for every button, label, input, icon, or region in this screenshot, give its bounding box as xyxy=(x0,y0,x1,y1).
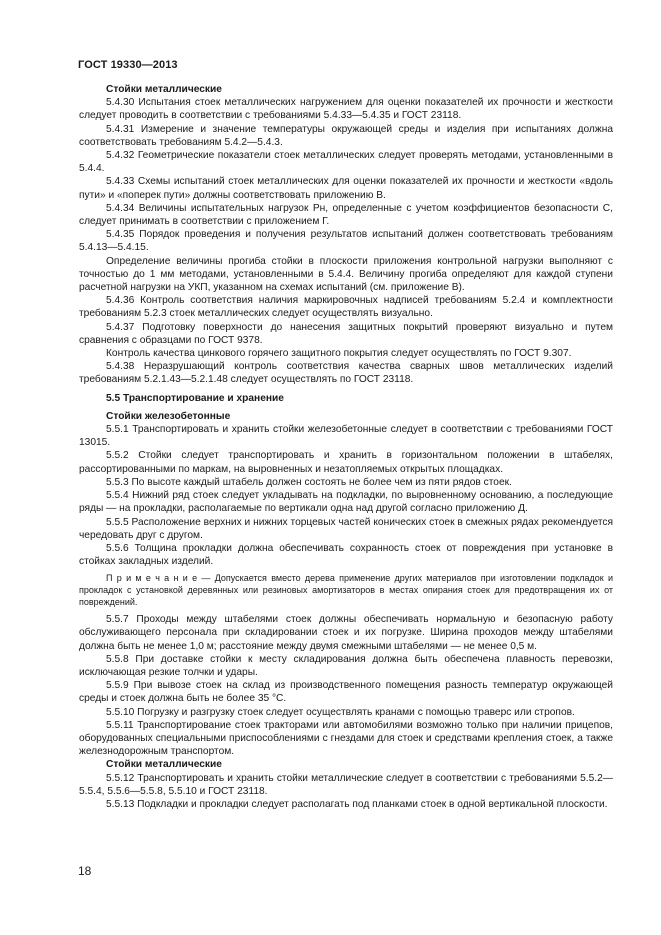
paragraph-deflection: Определение величины прогиба стойки в плоскости приложения контрольной нагрузки выполняют с точностью до 1 мм методами, установленными в 5.4.4. Величину прогиба определяют для каждой ступени расчетной нагрузки на УКП, указанном на схемах испытаний (см. приложение В). xyxy=(79,255,613,294)
clause-5-4-31: 5.4.31 Измерение и значение температуры окружающей среды и изделия при испытаниях должна соответствовать требованиям 5.4.2—5.4.3. xyxy=(79,123,613,148)
clause-5-5-1: 5.5.1 Транспортировать и хранить стойки железобетонные следует в соответствии с требованиями ГОСТ 13015. xyxy=(79,424,613,449)
page-number: 18 xyxy=(78,864,92,878)
subsection-heading: Стойки металлические xyxy=(106,759,222,771)
clause-5-5-13: 5.5.13 Подкладки и прокладки следует располагать под планками стоек в одной вертикальной плоскости. xyxy=(106,798,608,810)
clause-5-5-5: 5.5.5 Расположение верхних и нижних торцевых частей конических стоек в смежных рядах рекомендуется чередовать друг с другом. xyxy=(79,516,613,541)
clause-5-5-2: 5.5.2 Стойки следует транспортировать и хранить в горизонтальном положении в штабелях, рассортированными по маркам, на выровненных и незатопляемых открытых площадках. xyxy=(79,450,613,475)
subsection-heading: Стойки металлические xyxy=(106,84,222,95)
clause-5-5-11: 5.5.11 Транспортирование стоек тракторами или автомобилями возможно только при наличии прицепов, оборудованных специальными приспособлениями с гнездами для стоек и средствами крепления стоек, а также железнодорожным транспортом. xyxy=(79,719,613,758)
clause-5-4-36: 5.4.36 Контроль соответствия наличия маркировочных надписей требованиям 5.2.4 и комплектности требованиям 5.2.3 стоек металлических следует осуществлять визуально. xyxy=(79,295,613,320)
doc-header: ГОСТ 19330—2013 xyxy=(78,59,178,71)
clause-5-5-3: 5.5.3 По высоте каждый штабель должен состоять не более чем из пяти рядов стоек. xyxy=(106,476,512,488)
clause-5-5-12: 5.5.12 Транспортировать и хранить стойки металлические следует в соответствии с требованиями 5.5.2—5.5.4, 5.5.6—5.5.8, 5.5.10 и ГОСТ 23118. xyxy=(79,772,613,797)
clause-5-5-8: 5.5.8 При доставке стойки к месту складирования должна быть обеспечена плавность перевозки, исключающая резкие толчки и удары. xyxy=(79,653,613,678)
clause-5-4-30: 5.4.30 Испытания стоек металлических нагружением для оценки показателей их прочности и жесткости следует проводить в соответствии с требованиями 5.4.33—5.4.35 и ГОСТ 23118. xyxy=(79,97,613,122)
clause-5-4-34: 5.4.34 Величины испытательных нагрузок Pн, определенные с учетом коэффициентов безопасности С, следует принимать в соответствии с приложением Г. xyxy=(79,202,613,228)
clause-5-5-9: 5.5.9 При вывозе стоек на склад из производственного помещения разность температур окружающей среды и стоек должна быть не более 35 °С. xyxy=(79,680,613,705)
note: П р и м е ч а н и е — Допускается вместо дерева применение других материалов при изготовлении подкладок и прокладок с установкой деревянных или резиновых амортизаторов в местах опирания стоек для предотвращения их от повреждений. xyxy=(79,573,613,607)
clause-5-4-35: 5.4.35 Порядок проведения и получения результатов испытаний должен соответствовать требованиям 5.4.13—5.4.15. xyxy=(79,229,613,254)
clause-5-5-6: 5.5.6 Толщина прокладки должна обеспечивать сохранность стоек от повреждения при установке в стойках закладных изделий. xyxy=(79,542,613,568)
clause-5-4-32: 5.4.32 Геометрические показатели стоек металлических следует проверять методами, установленными в 5.4.4. xyxy=(79,150,613,175)
paragraph-zinc-coating: Контроль качества цинкового горячего защитного покрытия следует осуществлять по ГОСТ 9.307. xyxy=(106,348,572,360)
clause-5-4-33: 5.4.33 Схемы испытаний стоек металлических для оценки показателей их прочности и жесткости «вдоль пути» и «поперек пути» должны соответствовать приложению В. xyxy=(79,176,613,201)
doc-body xyxy=(79,83,613,811)
clause-5-5-7: 5.5.7 Проходы между штабелями стоек должны обеспечивать нормальную и безопасную работу обслуживающего персонала при складировании стоек и их погрузке. Ширина проходов между штабелями должна быть не менее 1,0 м; расстояние между двумя смежными штабелями — не менее 0,5 м. xyxy=(79,614,613,652)
section-heading-5-5: 5.5 Транспортирование и хранение xyxy=(106,392,284,404)
clause-5-5-4: 5.5.4 Нижний ряд стоек следует укладывать на подкладки, по выровненному основанию, а последующие ряды — на прокладки, располагаемые по вертикали одна над другой согласно приложению Д. xyxy=(79,490,613,515)
clause-5-5-10: 5.5.10 Погрузку и разгрузку стоек следует осуществлять кранами с помощью траверс или стропов. xyxy=(106,706,575,718)
subsection-heading: Стойки железобетонные xyxy=(106,410,231,422)
clause-5-4-37: 5.4.37 Подготовку поверхности до нанесения защитных покрытий проверяют визуально и путем сравнения с образцами по ГОСТ 9378. xyxy=(79,321,613,346)
clause-5-4-38: 5.4.38 Неразрушающий контроль соответствия качества сварных швов металлических изделий требованиям 5.2.1.43—5.2.1.48 следует осуществлять по ГОСТ 23118. xyxy=(79,361,613,386)
